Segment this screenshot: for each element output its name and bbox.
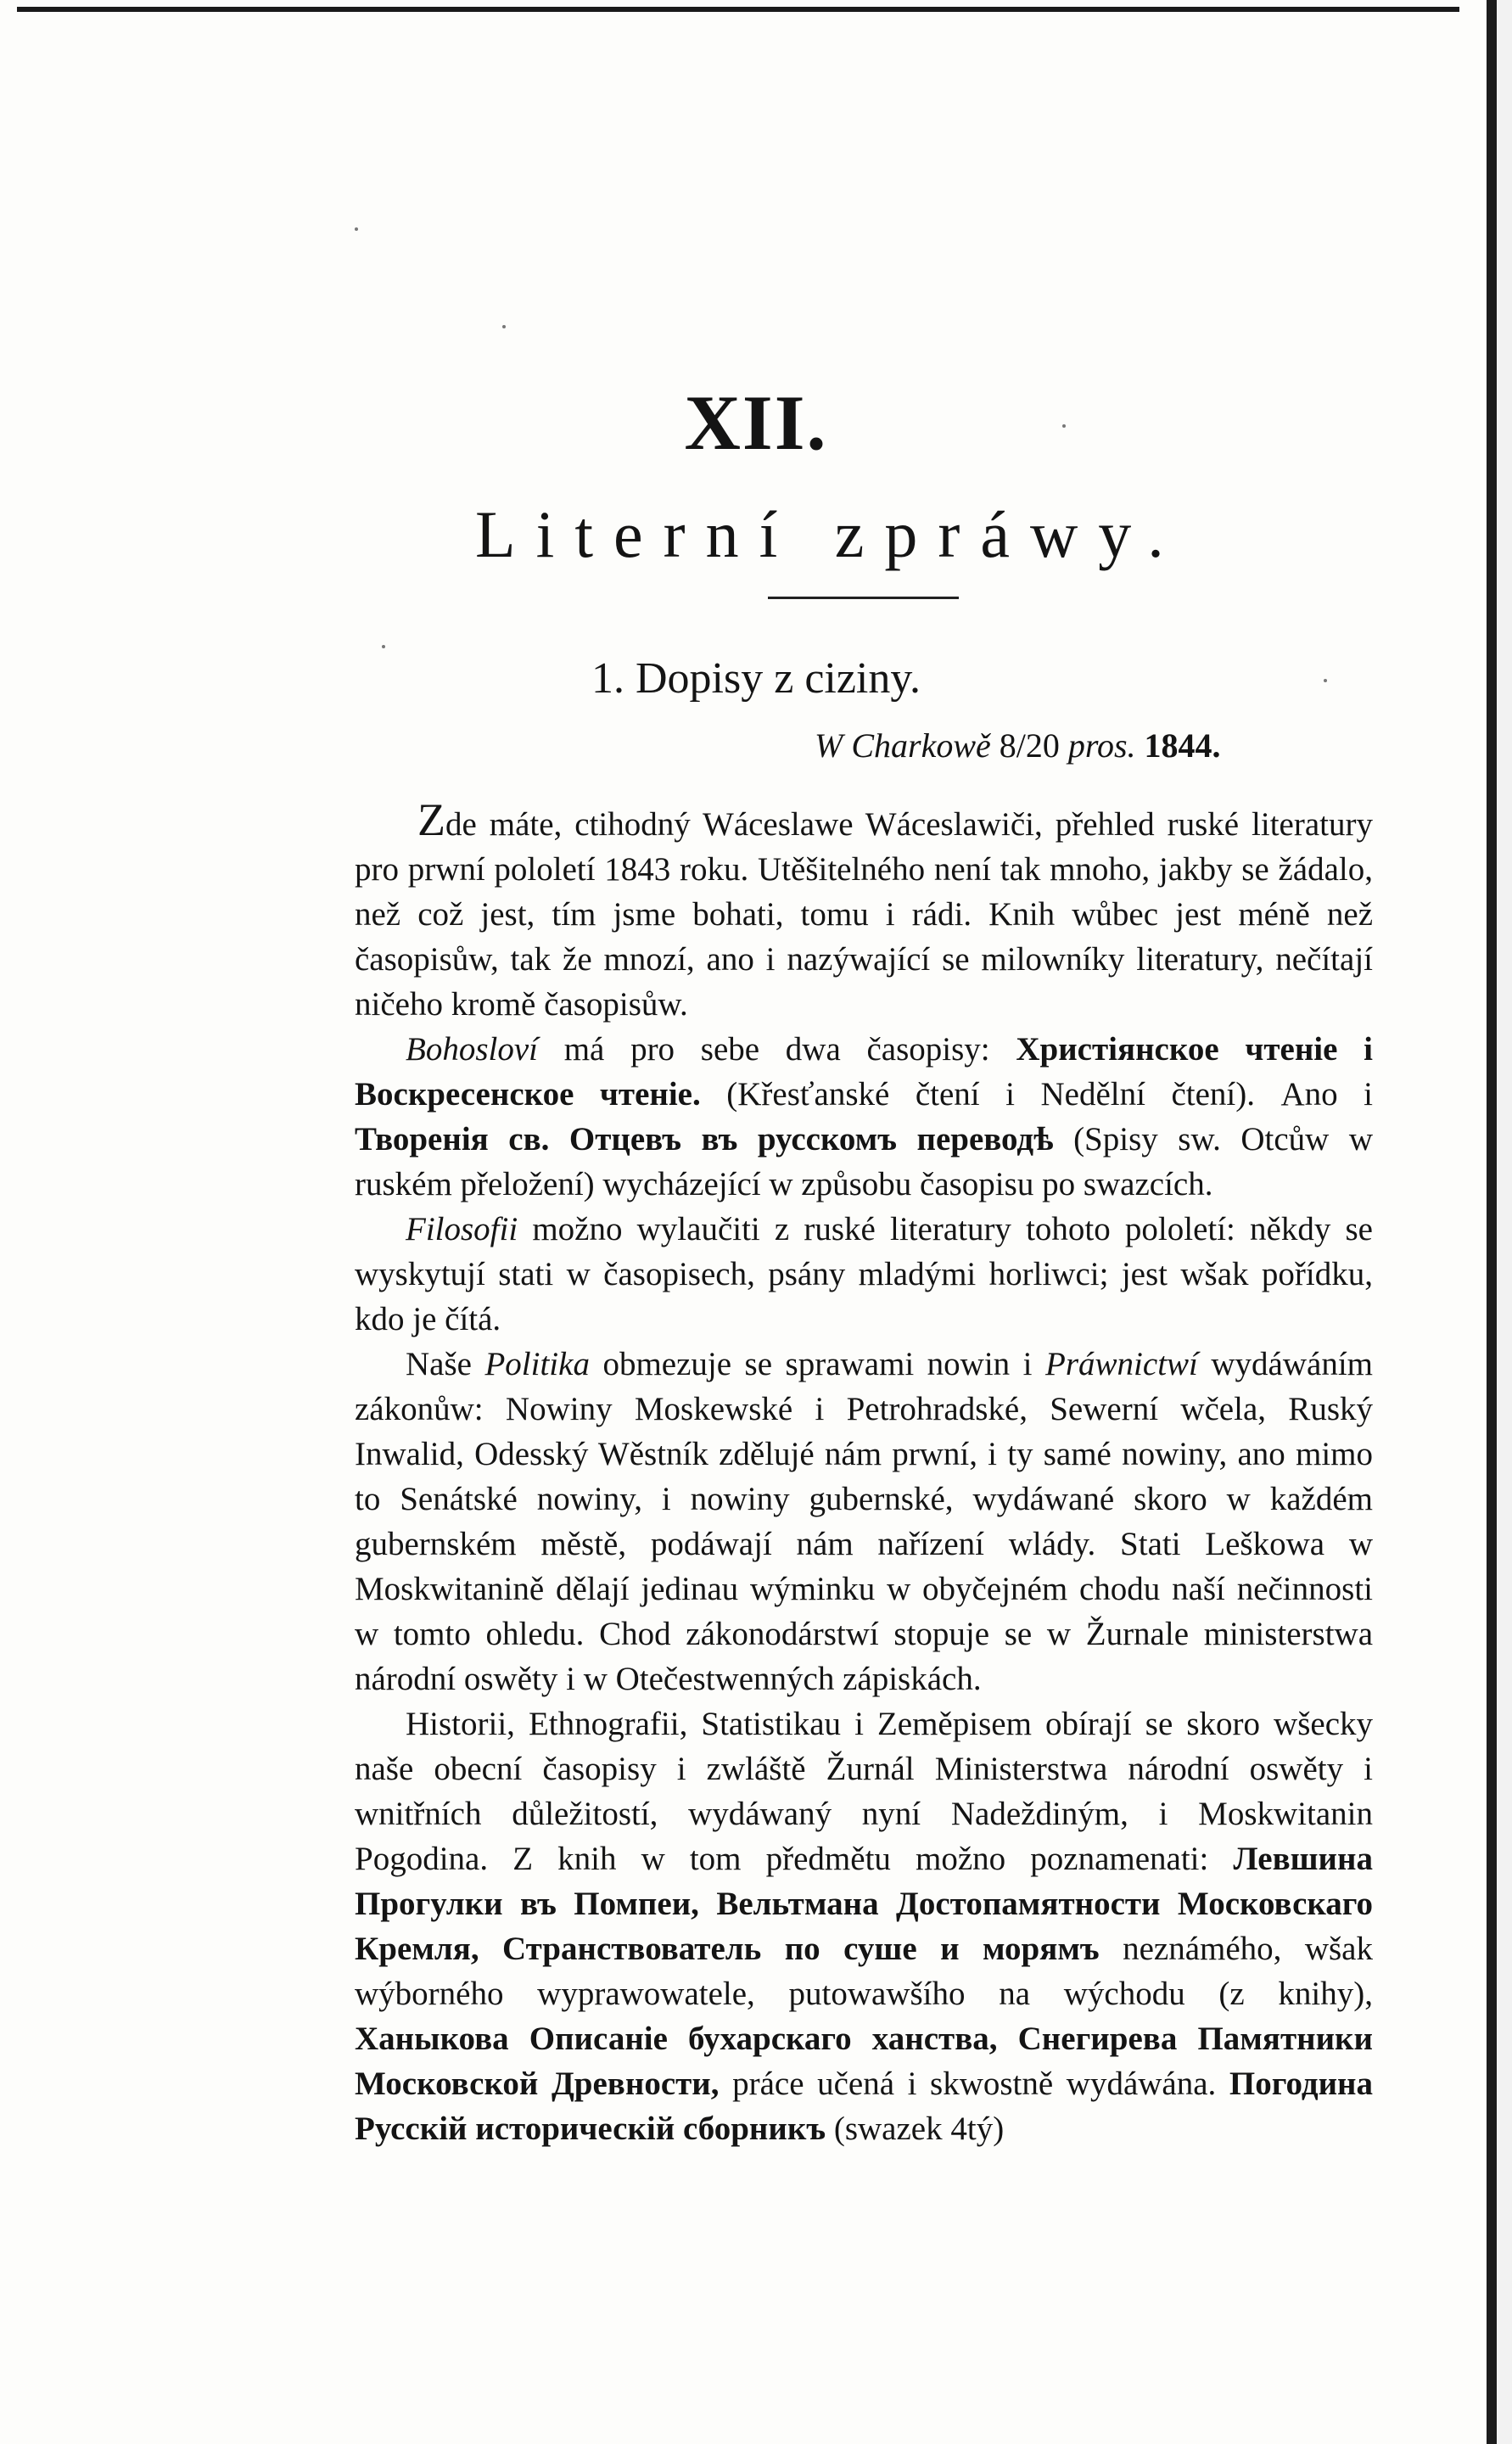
scan-speck — [355, 227, 358, 231]
paragraph-politics — [355, 1342, 1373, 1701]
paragraph-text: de máte, ctihodný Wáceslawe Wáceslawiči, přehled ruské literatury pro prwní pololetí 1843 roku. Utěšitelného není tak mnoho, jakby se žádalo, než což jest, tím jsme bohati, tomu i rádi. Knih wůbec jest méně než časopisůw, tak že mnozí, ano i nazýwající se milowníky literatury, nečítají ničeho kromě časopisůw. — [355, 806, 1373, 1023]
paragraph-text: (Spisy sw. Otcůw w ruském přeložení) wycházející w způsobu časopisu po swazcích. — [355, 1121, 1373, 1202]
scan-speck — [502, 325, 506, 328]
dateline-month: pros. — [1067, 726, 1136, 765]
section-heading: 1. Dopisy z ciziny. — [591, 654, 921, 703]
paragraph-text: obmezuje se sprawami nowin i — [589, 1346, 1046, 1382]
title-divider — [768, 597, 959, 599]
chapter-number: XII. — [684, 379, 828, 466]
paragraph-text: (Křesťanské čtení i Nedělní čtení). Ano i — [700, 1076, 1373, 1113]
chapter-title: Literní zpráwy. — [475, 497, 1184, 571]
paragraph-philosophy — [355, 1207, 1373, 1342]
cyrillic-title: Ханыкова Описаніе бухарскаго ханства, Снегирева Памятники Московской Древности, — [355, 2021, 1373, 2102]
paragraph-text: (swazek 4tý) — [826, 2110, 1005, 2147]
topic-term: Filosofii — [406, 1211, 518, 1247]
scan-edge-top — [17, 7, 1459, 12]
topic-term: Politika — [484, 1346, 590, 1382]
scan-speck — [382, 645, 385, 648]
paragraph-text: práce učená i skwostně wydáwána. — [719, 2066, 1229, 2102]
topic-term: Bohosloví — [406, 1031, 538, 1068]
cyrillic-title: Творенія св. Отцевъ въ русскомъ переводѣ — [355, 1121, 1054, 1158]
dateline-year: 1844. — [1144, 726, 1221, 765]
dateline-date: 8/20 — [999, 726, 1060, 765]
dateline-place: W Charkowě — [815, 726, 991, 765]
paragraph-intro — [355, 794, 1373, 1027]
paragraph-theology — [355, 1027, 1373, 1207]
paragraph-text: Naše — [406, 1346, 485, 1382]
scan-margin-right — [1497, 0, 1512, 2444]
paragraph-text: neznámého, wšak wýborného wyprawowatele, putowawšího na wýchodu (z knihy), — [355, 1931, 1373, 2012]
topic-term: Práwnictwí — [1045, 1346, 1198, 1382]
cyrillic-title: Погодина Русскій историческій сборникъ — [355, 2066, 1374, 2147]
paragraph-history — [355, 1701, 1373, 2151]
paragraph-text: wydáwáním zákonůw: Nowiny Moskewské i Petrohradské, Sewerní wčela, Ruský Inwalid, Odesský Wěstník zdělujé nám prwní, i ty samé nowiny, ano mimo to Senátské nowiny, i nowiny gubernské, wydáwané skoro w každém gubernském městě, podáwají nám nařízení wlády. Stati Leškowa w Moskwitanině dělají jedinau wýminku w obyčejném chodu naší nečinnosti w tomto ohledu. Chod zákonodárstwí stopuje se w Žurnale ministerstwa národní oswěty i w Otečestwenných zápiskách. — [355, 1346, 1373, 1697]
scan-edge-right — [1487, 0, 1497, 2444]
body-text — [355, 794, 1374, 2151]
paragraph-text: Historii, Ethnografii, Statistikau i Zeměpisem obírají se skoro wšecky naše obecní časopisy i zwláště Žurnál Ministerstwa národní oswěty i wnitřních důležitostí, wydáwaný nyní Nadeždiným, i Moskwitanin Pogodina. Z knih w tom předmětu možno poznamenati: — [355, 1706, 1373, 1877]
cyrillic-title: Левшина Прогулки въ Помпеи, Вельтмана Достопамятности Московскаго Кремля, Странствователь по суше и морямъ — [355, 1841, 1373, 1967]
dateline — [815, 726, 1290, 765]
cyrillic-title: Христіянское чтеніе і Воскресенское чтеніе. — [355, 1031, 1373, 1113]
paragraph-text: má pro sebe dwa časopisy: — [537, 1031, 1016, 1068]
drop-cap: Z — [417, 794, 445, 845]
paragraph-text: možno wylaučiti z ruské literatury tohoto pololetí: někdy se wyskytují stati w časopisech, psány mladými horliwci; jest wšak pořídku, kdo je čítá. — [355, 1211, 1373, 1337]
